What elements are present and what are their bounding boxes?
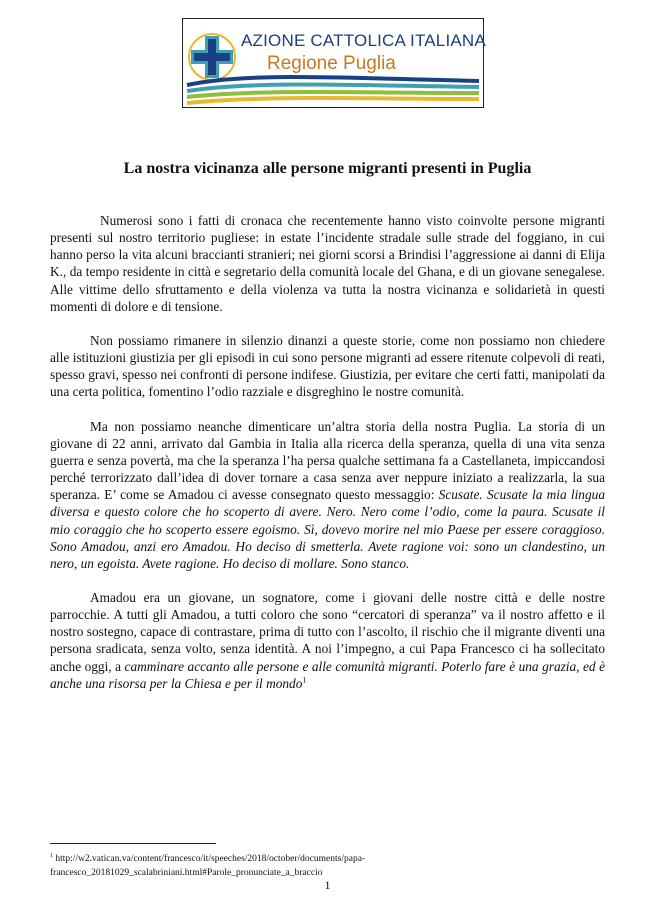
paragraph-4-text: Amadou era un giovane, un sognatore, come i giovani delle nostre città e delle nostre parrocchie. A tutti gli Amadou, a tutti coloro che sono “cercatori di speranza” va il nostro affetto e il nostro sostegno, capace di contrastare, prima di tutto con l’ascolto, il rischio che il migrante diventi una persona sradicata, senza volto, senza identità. A noi l’impegno, a cui Papa Francesco ci ha sollecitato anche oggi, a [50,589,605,674]
logo-organization-name: AZIONE CATTOLICA ITALIANA [241,31,486,50]
paragraph-1: Numerosi sono i fatti di cronaca che recentemente hanno visto coinvolte persone migranti presenti sul nostro territorio pugliese: in estate l’incidente stradale sulle strade del foggiano, in cui hanno perso la vita alcuni braccianti stranieri; nei giorni scorsi a Brindisi l’aggressione ai danni di Elija K., da tempo residente in città e segretario della comunità locale del Ghana, e di un giovane senegalese. Alle vittime dello sfruttamento e della violenza va tutta la nostra vicinanza e solidarietà in questi momenti di dolore e di tensione. [50,213,605,314]
footnote-marker: 1 [50,853,53,859]
wave-teal [187,85,479,92]
footnote-link[interactable]: http://w2.vatican.va/content/francesco/it/speeches/2018/october/documents/papa-francesco_20181029_scalabriniani.html#Parole_pronunciate_a_braccio [50,854,366,879]
logo-region-name: Regione Puglia [267,53,396,74]
footnote [50,849,470,880]
pope-quote: camminare accanto alle persone e alle comunità migranti. Poterlo fare è una grazia, ed è anche una risorsa per la Chiesa e per il mondo [50,658,605,691]
sun-cross-icon [189,34,235,80]
amadou-quote: Scusate. Scusate la mia lingua diversa e questo colore che ho scoperto di avere. Nero. Nero come l’odio, come la paura. Scusate il mio coraggio che ho scoperto essere egoismo. Sì, dovevo morire nel mio Paese per essere coraggioso. Sono Amadou, anzi ero Amadou. Ho deciso di smetterla. Avete ragione voi: sono un clandestino, un nero, un egoista. Avete ragione. Ho deciso di mollare. Sono stanco. [50,487,605,571]
document-title: La nostra vicinanza alle persone migranti presenti in Puglia [123,160,532,177]
paragraph-3 [50,418,605,572]
paragraph-2: Non possiamo rimanere in silenzio dinanzi a queste storie, come non possiamo non chiedere alle istituzioni giustizia per gli episodi in cui sono persone migranti ad essere ritenute colpevoli di reati, spesso gravi, spesso nei confronti di persone indifese. Giustizia, per evitare che certi fatti, manipolati da una certa politica, fomentino l’odio razziale e disgreghino le nostre comunità. [50,332,605,400]
footnote-separator [50,843,216,844]
paragraph-4 [50,589,605,692]
paragraph-3-text: Ma non possiamo neanche dimenticare un’altra storia della nostra Puglia. La storia di un giovane di 22 anni, arrivato dal Gambia in Italia alla ricerca della speranza, quella di una vita senza guerra e senza povertà, ma che la speranza l’ha persa qualche settimana fa a Castellaneta, impiccandosi perché terrorizzato dall’idea di dover tornare a casa senza aver neppure iniziato a realizzarla, la sua speranza. E’ come se Amadou ci avesse consegnato questo messaggio: [50,418,605,503]
wave-yellow [187,98,479,103]
page-number: 1 [324,878,331,892]
logo [182,18,484,108]
footnote-reference[interactable]: 1 [302,675,307,685]
document-body [50,212,605,709]
